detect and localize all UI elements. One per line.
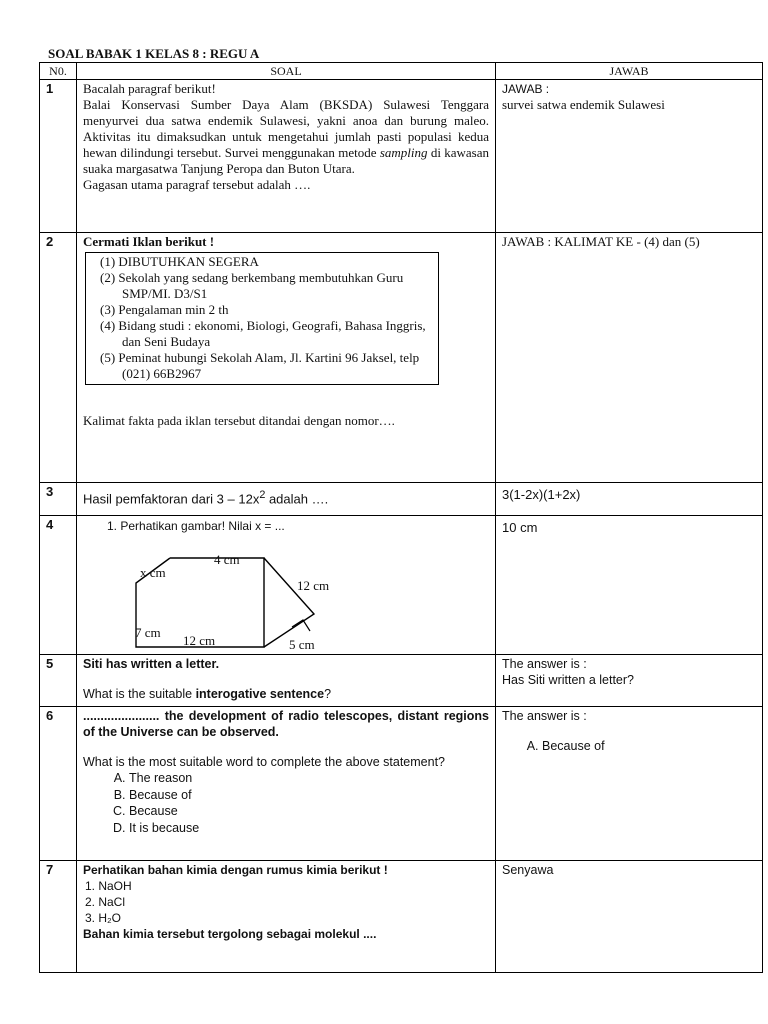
table-row bbox=[40, 483, 763, 516]
ad-line: (4) Bidang studi : ekonomi, Biologi, Geografi, Bahasa Inggris, dan Seni Budaya bbox=[100, 318, 426, 349]
answer-label: JAWAB : bbox=[502, 82, 550, 96]
answer-text: survei satwa endemik Sulawesi bbox=[502, 97, 665, 112]
question-text: Gagasan utama paragraf tersebut adalah …. bbox=[83, 177, 311, 192]
option-b: B. Because of bbox=[129, 787, 489, 804]
label-x: x cm bbox=[140, 565, 166, 580]
row-number: 6 bbox=[40, 707, 77, 861]
question-part: ? bbox=[324, 687, 332, 701]
options-list bbox=[83, 770, 489, 836]
question-bold: interogative sentence bbox=[195, 687, 325, 701]
header-no: N0. bbox=[40, 63, 77, 80]
page-title: SOAL BABAK 1 KELAS 8 : REGU A bbox=[48, 46, 260, 61]
statement: Siti has written a letter. bbox=[83, 657, 220, 671]
option-a: A. The reason bbox=[129, 770, 489, 787]
exponent: 2 bbox=[259, 489, 266, 501]
formula-list bbox=[83, 878, 489, 926]
answer-cell bbox=[496, 861, 763, 973]
question-text: What is the most suitable word to complete the above statement? bbox=[83, 755, 445, 769]
paragraph-italic: sampling bbox=[379, 145, 428, 160]
statement: ...................... the development of radio telescopes, distant regions of the Universe can be observed. bbox=[83, 709, 489, 739]
answer-list bbox=[502, 738, 756, 755]
question-intro: Bacalah paragraf berikut! bbox=[83, 81, 216, 96]
option-d: D. It is because bbox=[129, 820, 489, 837]
pentagon-figure bbox=[77, 534, 496, 650]
answer-cell bbox=[496, 233, 763, 483]
row-number: 1 bbox=[40, 80, 77, 233]
label-bottom: 12 cm bbox=[183, 633, 216, 648]
table-row bbox=[40, 861, 763, 973]
table-row bbox=[40, 233, 763, 483]
row-number: 4 bbox=[40, 516, 77, 655]
table-row bbox=[40, 80, 763, 233]
row-number: 7 bbox=[40, 861, 77, 973]
ad-line: (5) Peminat hubungi Sekolah Alam, Jl. Kartini 96 Jaksel, telp (021) 66B2967 bbox=[100, 350, 420, 381]
row-number: 2 bbox=[40, 233, 77, 483]
question-text-end: adalah …. bbox=[265, 491, 329, 507]
table-row bbox=[40, 707, 763, 861]
figure-triangle bbox=[264, 558, 314, 647]
answer-cell bbox=[496, 483, 763, 516]
answer-text: A. Because of bbox=[542, 738, 756, 755]
question-cell bbox=[77, 233, 496, 483]
row-number: 5 bbox=[40, 655, 77, 707]
header-jawab: JAWAB bbox=[496, 63, 763, 80]
answer-text: Senyawa bbox=[502, 863, 554, 877]
ad-line: (1) DIBUTUHKAN SEGERA bbox=[100, 254, 259, 269]
ad-line: (2) Sekolah yang sedang berkembang membutuhkan Guru SMP/MI. D3/S1 bbox=[100, 270, 404, 301]
answer-text: JAWAB : KALIMAT KE - (4) dan (5) bbox=[502, 234, 700, 249]
question-text bbox=[83, 686, 489, 702]
label-small: 5 cm bbox=[289, 637, 315, 650]
formula-item: 3. H₂O bbox=[85, 911, 121, 925]
advertisement-box bbox=[85, 252, 439, 385]
question-text: Kalimat fakta pada iklan tersebut ditandai dengan nomor…. bbox=[83, 413, 395, 428]
answer-label: The answer is : bbox=[502, 709, 587, 723]
paragraph bbox=[83, 97, 489, 177]
question-cell bbox=[77, 707, 496, 861]
paragraph-part: Balai Konservasi Sumber Daya Alam (BKSDA) Sulawesi Tenggara menyurvei dua satwa endemik Sulawesi, yakni anoa dan burung maleo. Aktivitas itu dimaksudkan untuk mengetahui jumlah pasti populasi kedua hewan dilindungi tersebut. Survei menggunakan metode bbox=[83, 97, 489, 160]
row-number: 3 bbox=[40, 483, 77, 516]
question-text: Hasil pemfaktoran dari 3 – 12x bbox=[83, 491, 260, 507]
answer-text: 10 cm bbox=[502, 520, 538, 535]
header-soal: SOAL bbox=[77, 63, 496, 80]
question-table bbox=[39, 62, 763, 973]
question-cell bbox=[77, 861, 496, 973]
formula-item: 1. NaOH bbox=[85, 879, 132, 893]
question-cell bbox=[77, 655, 496, 707]
question-text: Bahan kimia tersebut tergolong sebagai molekul .... bbox=[83, 927, 377, 941]
question-intro: Perhatikan bahan kimia dengan rumus kimia berikut ! bbox=[83, 863, 388, 877]
question-intro: Cermati Iklan berikut ! bbox=[83, 234, 215, 249]
answer-cell bbox=[496, 516, 763, 655]
question-cell bbox=[77, 516, 496, 655]
label-left: 7 cm bbox=[135, 625, 161, 640]
option-c: C. Because bbox=[129, 803, 489, 820]
label-top: 4 cm bbox=[214, 552, 240, 567]
table-row bbox=[40, 655, 763, 707]
right-angle-mark bbox=[292, 620, 310, 631]
answer-cell bbox=[496, 707, 763, 861]
question-cell bbox=[77, 483, 496, 516]
question-text: 1. Perhatikan gambar! Nilai x = ... bbox=[107, 519, 285, 533]
table-header-row bbox=[40, 63, 763, 80]
paragraph-part: di kawasan suaka margasatwa Tanjung Peropa dan Buton Utara. bbox=[83, 145, 490, 176]
answer-label: The answer is : bbox=[502, 657, 587, 671]
question-cell bbox=[77, 80, 496, 233]
answer-cell bbox=[496, 655, 763, 707]
ad-line: (3) Pengalaman min 2 th bbox=[100, 302, 229, 317]
answer-text: 3(1-2x)(1+2x) bbox=[502, 487, 581, 502]
formula-item: 2. NaCl bbox=[85, 895, 126, 909]
table-row bbox=[40, 516, 763, 655]
question-part: What is the suitable bbox=[83, 687, 196, 701]
label-right: 12 cm bbox=[297, 578, 330, 593]
answer-cell bbox=[496, 80, 763, 233]
answer-text: Has Siti written a letter? bbox=[502, 673, 634, 687]
